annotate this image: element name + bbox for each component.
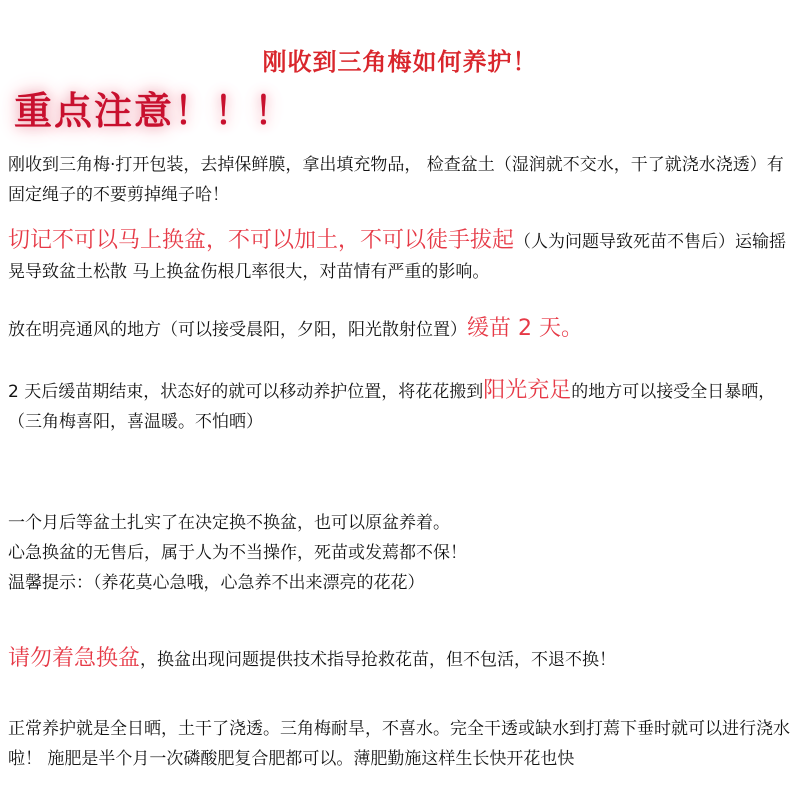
unboxing-instructions: 刚收到三角梅·打开包装，去掉保鲜膜，拿出填充物品， 检查盆土（湿润就不交水，干了就浇水浇透）有固定绳子的不要剪掉绳子哈！ [8,155,784,205]
repot-warning-detail: （人为问题导致死苗不售后）运输摇晃导致盆土松散 马上换盆伤根几率很大，对苗情有严重的影响。 [8,232,787,282]
placement-paragraph [8,314,798,345]
no-repot-highlight: 请勿着急换盆 [8,646,141,671]
care-instructions: 正常养护就是全日晒，土干了浇透。三角梅耐旱，不喜水。完全干透或缺水到打蔫下垂时就可以进行浇水啦！ 施肥是半个月一次磷酸肥复合肥都可以。薄肥勤施这样生长快开花也快 [8,719,790,769]
repot-timing-line: 一个月后等盆土扎实了在决定换不换盆，也可以原盆养着。 [8,513,450,533]
sunlight-text-before: 2 天后缓苗期结束，状态好的就可以移动养护位置，将花花搬到 [8,382,484,402]
sunlight-highlight: 阳光充足 [483,378,572,403]
no-aftersale-line: 心急换盆的无售后，属于人为不当操作，死苗或发蔫都不保！ [8,543,467,563]
important-notice-heading: 重点注意！！！ [14,89,295,133]
repot-timing-paragraph [8,508,798,598]
sunlight-paragraph [8,376,798,437]
repot-warning-paragraph [8,226,798,287]
acclimation-highlight: 缓苗 2 天。 [467,316,583,341]
tip-line: 温馨提示：（养花莫心急哦，心急养不出来漂亮的花花） [8,573,425,593]
placement-text: 放在明亮通风的地方（可以接受晨阳，夕阳，阳光散射位置） [8,320,467,340]
no-repot-notice [8,644,798,675]
page-title: 刚收到三角梅如何养护！ [262,48,538,76]
sunlight-text-after: 的地方可以接受全日暴晒，（三角梅喜阳，喜温暖。不怕晒） [8,382,776,432]
no-repot-detail: ，换盆出现问题提供技术指导抢救花苗，但不包活，不退不换！ [140,650,617,670]
repot-warning-highlight: 切记不可以马上换盆，不可以加土，不可以徒手拔起 [8,228,515,253]
